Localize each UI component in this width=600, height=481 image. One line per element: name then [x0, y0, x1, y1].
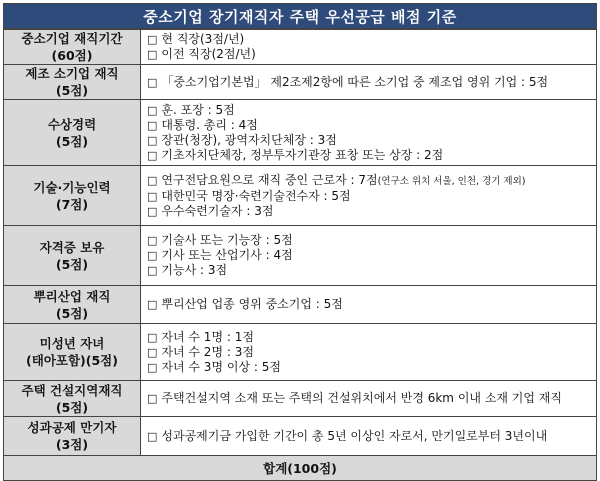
- criteria-row: [4, 30, 597, 65]
- list-item: [147, 330, 590, 345]
- checkbox-icon: □: [147, 204, 158, 218]
- criterion-name: 뿌리산업 재직: [33, 288, 111, 304]
- checkbox-icon: □: [147, 429, 158, 443]
- criterion-details: [141, 417, 597, 456]
- list-item: [147, 297, 590, 312]
- item-text: 연구전담요원으로 재직 중인 근로자 : 7점: [161, 172, 378, 187]
- criterion-label: [4, 100, 141, 166]
- criterion-name: 기술·기능인력: [33, 179, 111, 195]
- list-item: [147, 360, 590, 375]
- criteria-row: [4, 286, 597, 324]
- criterion-points: (7점): [55, 196, 89, 212]
- criterion-details: [141, 226, 597, 286]
- criterion-name: 중소기업 재직기간: [21, 31, 123, 46]
- criteria-row: [4, 65, 597, 100]
- criterion-label: [4, 417, 141, 456]
- checkbox-icon: □: [147, 360, 158, 374]
- criterion-label: [4, 166, 141, 226]
- item-text: 기능사 : 3점: [161, 263, 228, 277]
- checkbox-icon: □: [147, 330, 158, 344]
- list-item: [147, 103, 590, 118]
- criterion-label: [4, 65, 141, 100]
- criterion-label: [4, 381, 141, 417]
- criterion-details: [141, 166, 597, 226]
- item-text: 기사 또는 산업기사 : 4점: [161, 248, 293, 262]
- criterion-label: [4, 226, 141, 286]
- item-text: 우수숙련기술자 : 3점: [161, 203, 274, 218]
- list-item: [147, 429, 590, 444]
- criterion-label: [4, 286, 141, 324]
- criteria-row: [4, 417, 597, 456]
- checkbox-icon: □: [147, 148, 158, 162]
- criterion-label: [4, 324, 141, 381]
- list-item: [147, 248, 590, 263]
- checkbox-icon: □: [147, 264, 158, 277]
- criterion-details: [141, 324, 597, 381]
- checkbox-icon: □: [147, 234, 158, 247]
- criterion-points: (태아포함)(5점): [26, 353, 118, 368]
- criterion-name: 미성년 자녀: [39, 336, 105, 351]
- total-cell: 합계(100점): [4, 456, 597, 481]
- checkbox-icon: □: [147, 298, 158, 311]
- list-item: [147, 148, 590, 163]
- criteria-row: [4, 100, 597, 166]
- checkbox-icon: □: [147, 249, 158, 262]
- list-item: [147, 263, 590, 278]
- list-item: [147, 118, 590, 133]
- criterion-points: (60점): [51, 48, 93, 63]
- item-text: 자녀 수 2명 : 3점: [161, 344, 254, 359]
- criterion-points: (5점): [55, 305, 89, 321]
- criterion-details: [141, 286, 597, 324]
- checkbox-icon: □: [147, 103, 158, 117]
- criterion-name: 자격증 보유: [39, 239, 105, 255]
- checkbox-icon: □: [147, 173, 158, 187]
- checkbox-icon: □: [147, 392, 158, 405]
- list-item: [147, 133, 590, 148]
- list-item: [147, 189, 590, 204]
- list-item: [147, 173, 590, 189]
- checkbox-icon: □: [147, 118, 158, 132]
- checkbox-icon: □: [147, 48, 158, 61]
- criterion-details: [141, 30, 597, 65]
- criteria-table: [3, 29, 597, 481]
- item-text: 훈. 포장 : 5점: [161, 102, 235, 117]
- item-text: 기술사 또는 기능장 : 5점: [161, 233, 293, 247]
- criterion-points: (3점): [55, 437, 89, 452]
- criterion-points: (5점): [55, 256, 89, 272]
- item-text: 기초자치단체장, 정부투자기관장 표창 또는 상장 : 2점: [161, 147, 444, 162]
- criterion-name: 제조 소기업 재직: [25, 66, 119, 81]
- criterion-points: (5점): [55, 399, 89, 415]
- checkbox-icon: □: [147, 189, 158, 203]
- item-text: 주택건설지역 소재 또는 주택의 건설위치에서 반경 6km 이내 소재 기업 재직: [161, 391, 562, 405]
- list-item: [147, 32, 590, 47]
- list-item: [147, 204, 590, 219]
- item-text: 이전 직장(2점/년): [161, 47, 256, 61]
- criterion-points: (5점): [55, 83, 89, 98]
- item-text: 대통령. 총리 : 4점: [161, 117, 258, 132]
- criterion-points: (5점): [55, 133, 89, 149]
- criteria-row: [4, 166, 597, 226]
- criteria-row: [4, 324, 597, 381]
- list-item: [147, 391, 590, 406]
- item-text: 대한민국 명장·숙련기술전수자 : 5점: [161, 188, 351, 203]
- list-item: [147, 233, 590, 248]
- item-text: 자녀 수 3명 이상 : 5점: [161, 359, 281, 374]
- checkbox-icon: □: [147, 75, 158, 89]
- checkbox-icon: □: [147, 345, 158, 359]
- list-item: [147, 75, 590, 90]
- list-item: [147, 345, 590, 360]
- criteria-row: [4, 226, 597, 286]
- criterion-name: 수상경력: [47, 116, 97, 132]
- item-text: 뿌리산업 업종 영위 중소기업 : 5점: [161, 297, 343, 311]
- item-note: (연구소 위치 서울, 인천, 경기 제외): [377, 175, 526, 187]
- item-text: 성과공제기금 가입한 기간이 총 5년 이상인 자로서, 만기일로부터 3년이내: [161, 428, 548, 443]
- criterion-label: [4, 30, 141, 65]
- criterion-details: [141, 381, 597, 417]
- item-text: 현 직장(3점/년): [161, 32, 245, 46]
- criterion-name: 성과공제 만기자: [27, 420, 117, 435]
- item-text: 자녀 수 1명 : 1점: [161, 329, 254, 344]
- criterion-details: [141, 100, 597, 166]
- list-item: [147, 47, 590, 62]
- criterion-name: 주택 건설지역재직: [21, 382, 123, 398]
- document-title: 중소기업 장기재직자 주택 우선공급 배점 기준: [3, 3, 597, 29]
- checkbox-icon: □: [147, 133, 158, 147]
- item-text: 「중소기업기본법」 제2조제2항에 따른 소기업 중 제조업 영위 기업 : 5점: [161, 74, 549, 89]
- criteria-row: [4, 381, 597, 417]
- criterion-details: [141, 65, 597, 100]
- checkbox-icon: □: [147, 33, 158, 46]
- item-text: 장관(청장), 광역자치단체장 : 3점: [161, 132, 337, 147]
- total-row: [4, 456, 597, 481]
